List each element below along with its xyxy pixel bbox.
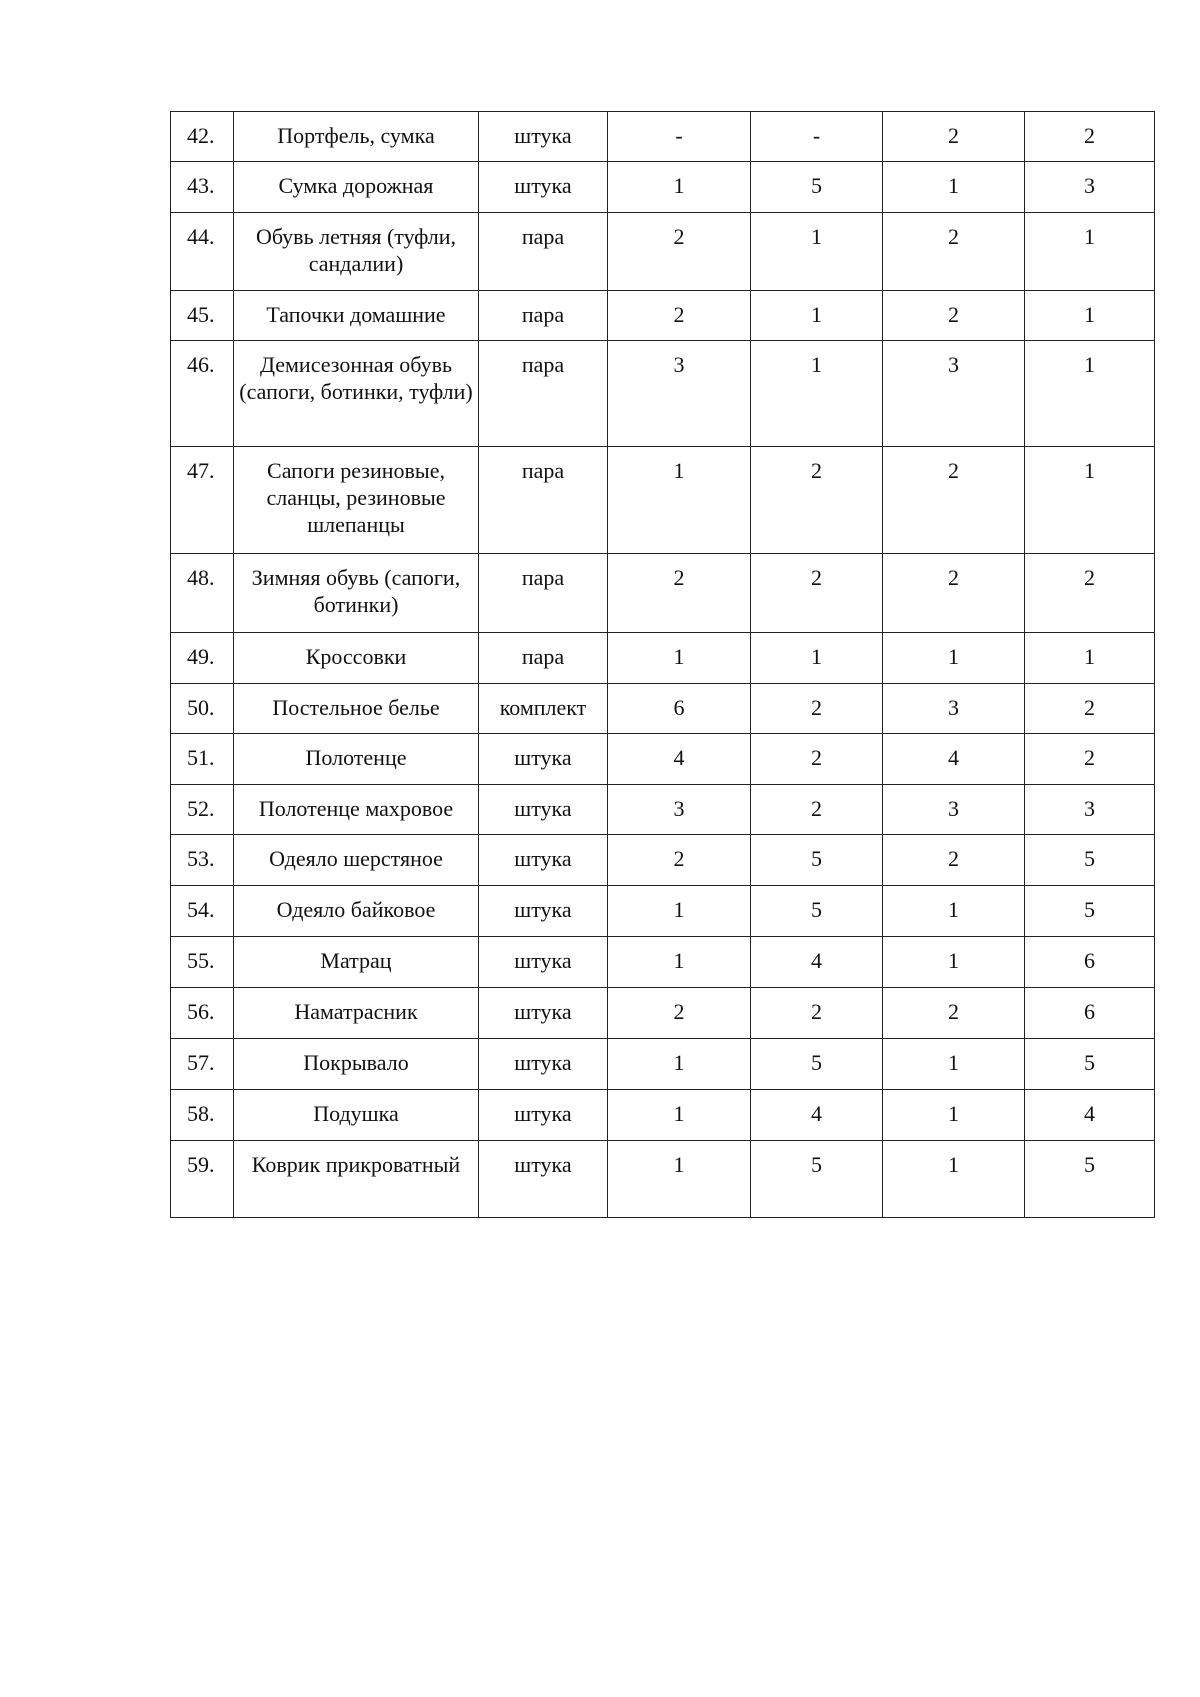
item-name-cell: Сапоги резиновые, сланцы, резиновые шлепанцы xyxy=(234,447,479,554)
unit-cell: штука xyxy=(479,1039,608,1090)
value-cell-1: 1 xyxy=(608,447,751,554)
value-cell-3: 3 xyxy=(883,684,1025,734)
table-row xyxy=(171,554,1155,633)
row-number-cell: 48. xyxy=(171,554,234,633)
value-cell-2: 5 xyxy=(751,886,883,937)
unit-cell: штука xyxy=(479,112,608,162)
value-cell-3: 1 xyxy=(883,886,1025,937)
table-row xyxy=(171,633,1155,684)
table-row xyxy=(171,835,1155,886)
value-cell-2: 1 xyxy=(751,291,883,341)
unit-cell: комплект xyxy=(479,684,608,734)
item-name-cell: Матрац xyxy=(234,937,479,988)
table-row xyxy=(171,1141,1155,1218)
item-name-cell: Тапочки домашние xyxy=(234,291,479,341)
value-cell-2: 2 xyxy=(751,554,883,633)
value-cell-3: 2 xyxy=(883,213,1025,291)
value-cell-4: 1 xyxy=(1025,447,1155,554)
row-number-cell: 58. xyxy=(171,1090,234,1141)
table-row xyxy=(171,447,1155,554)
value-cell-4: 1 xyxy=(1025,213,1155,291)
value-cell-1: 2 xyxy=(608,988,751,1039)
value-cell-1: 3 xyxy=(608,341,751,447)
value-cell-4: 5 xyxy=(1025,1039,1155,1090)
item-name-cell: Коврик прикроватный xyxy=(234,1141,479,1218)
value-cell-3: 4 xyxy=(883,734,1025,785)
table-row xyxy=(171,785,1155,835)
row-number-cell: 56. xyxy=(171,988,234,1039)
row-number-cell: 53. xyxy=(171,835,234,886)
value-cell-2: 1 xyxy=(751,213,883,291)
value-cell-2: - xyxy=(751,112,883,162)
table-row xyxy=(171,291,1155,341)
row-number-cell: 52. xyxy=(171,785,234,835)
table-row xyxy=(171,162,1155,213)
item-name-cell: Покрывало xyxy=(234,1039,479,1090)
item-name-cell: Обувь летняя (туфли, сандалии) xyxy=(234,213,479,291)
value-cell-3: 1 xyxy=(883,633,1025,684)
value-cell-3: 2 xyxy=(883,447,1025,554)
value-cell-2: 4 xyxy=(751,937,883,988)
item-name-cell: Постельное белье xyxy=(234,684,479,734)
value-cell-4: 5 xyxy=(1025,886,1155,937)
table-row xyxy=(171,684,1155,734)
unit-cell: пара xyxy=(479,633,608,684)
unit-cell: штука xyxy=(479,835,608,886)
row-number-cell: 54. xyxy=(171,886,234,937)
value-cell-1: 4 xyxy=(608,734,751,785)
value-cell-2: 5 xyxy=(751,835,883,886)
unit-cell: штука xyxy=(479,734,608,785)
value-cell-1: - xyxy=(608,112,751,162)
value-cell-2: 1 xyxy=(751,633,883,684)
value-cell-1: 3 xyxy=(608,785,751,835)
value-cell-2: 5 xyxy=(751,1141,883,1218)
unit-cell: пара xyxy=(479,341,608,447)
value-cell-4: 2 xyxy=(1025,554,1155,633)
unit-cell: пара xyxy=(479,291,608,341)
table-row xyxy=(171,886,1155,937)
row-number-cell: 44. xyxy=(171,213,234,291)
row-number-cell: 57. xyxy=(171,1039,234,1090)
row-number-cell: 49. xyxy=(171,633,234,684)
table-body xyxy=(171,112,1155,1218)
value-cell-4: 5 xyxy=(1025,1141,1155,1218)
value-cell-2: 2 xyxy=(751,988,883,1039)
value-cell-3: 1 xyxy=(883,1039,1025,1090)
value-cell-4: 2 xyxy=(1025,112,1155,162)
table-row xyxy=(171,734,1155,785)
value-cell-4: 2 xyxy=(1025,684,1155,734)
unit-cell: пара xyxy=(479,447,608,554)
item-name-cell: Подушка xyxy=(234,1090,479,1141)
value-cell-2: 5 xyxy=(751,1039,883,1090)
value-cell-2: 2 xyxy=(751,447,883,554)
value-cell-1: 2 xyxy=(608,554,751,633)
item-name-cell: Полотенце xyxy=(234,734,479,785)
value-cell-1: 1 xyxy=(608,633,751,684)
row-number-cell: 43. xyxy=(171,162,234,213)
item-name-cell: Портфель, сумка xyxy=(234,112,479,162)
table-row xyxy=(171,1090,1155,1141)
value-cell-3: 3 xyxy=(883,785,1025,835)
value-cell-4: 1 xyxy=(1025,341,1155,447)
row-number-cell: 59. xyxy=(171,1141,234,1218)
value-cell-3: 2 xyxy=(883,291,1025,341)
value-cell-1: 1 xyxy=(608,162,751,213)
value-cell-2: 1 xyxy=(751,341,883,447)
value-cell-2: 2 xyxy=(751,785,883,835)
value-cell-4: 1 xyxy=(1025,633,1155,684)
table-row xyxy=(171,937,1155,988)
item-name-cell: Демисезонная обувь (сапоги, ботинки, туфли) xyxy=(234,341,479,447)
row-number-cell: 45. xyxy=(171,291,234,341)
value-cell-3: 3 xyxy=(883,341,1025,447)
table-row xyxy=(171,988,1155,1039)
value-cell-2: 2 xyxy=(751,734,883,785)
value-cell-2: 5 xyxy=(751,162,883,213)
unit-cell: штука xyxy=(479,886,608,937)
unit-cell: штука xyxy=(479,785,608,835)
unit-cell: пара xyxy=(479,554,608,633)
value-cell-4: 2 xyxy=(1025,734,1155,785)
document-page xyxy=(170,111,1154,1218)
item-name-cell: Сумка дорожная xyxy=(234,162,479,213)
item-name-cell: Наматрасник xyxy=(234,988,479,1039)
item-name-cell: Полотенце махровое xyxy=(234,785,479,835)
unit-cell: пара xyxy=(479,213,608,291)
value-cell-1: 1 xyxy=(608,1090,751,1141)
unit-cell: штука xyxy=(479,937,608,988)
value-cell-4: 5 xyxy=(1025,835,1155,886)
value-cell-3: 2 xyxy=(883,988,1025,1039)
unit-cell: штука xyxy=(479,1090,608,1141)
value-cell-3: 1 xyxy=(883,162,1025,213)
value-cell-3: 1 xyxy=(883,1090,1025,1141)
value-cell-1: 1 xyxy=(608,937,751,988)
table-row xyxy=(171,1039,1155,1090)
row-number-cell: 42. xyxy=(171,112,234,162)
value-cell-1: 1 xyxy=(608,1039,751,1090)
value-cell-1: 2 xyxy=(608,213,751,291)
item-name-cell: Одеяло шерстяное xyxy=(234,835,479,886)
table-row xyxy=(171,112,1155,162)
value-cell-3: 2 xyxy=(883,112,1025,162)
value-cell-1: 1 xyxy=(608,886,751,937)
unit-cell: штука xyxy=(479,162,608,213)
value-cell-3: 1 xyxy=(883,937,1025,988)
row-number-cell: 50. xyxy=(171,684,234,734)
row-number-cell: 47. xyxy=(171,447,234,554)
value-cell-4: 4 xyxy=(1025,1090,1155,1141)
table-row xyxy=(171,341,1155,447)
value-cell-4: 1 xyxy=(1025,291,1155,341)
item-name-cell: Кроссовки xyxy=(234,633,479,684)
value-cell-4: 3 xyxy=(1025,785,1155,835)
value-cell-3: 1 xyxy=(883,1141,1025,1218)
norms-table xyxy=(170,111,1155,1218)
value-cell-2: 4 xyxy=(751,1090,883,1141)
value-cell-2: 2 xyxy=(751,684,883,734)
unit-cell: штука xyxy=(479,988,608,1039)
row-number-cell: 55. xyxy=(171,937,234,988)
item-name-cell: Одеяло байковое xyxy=(234,886,479,937)
value-cell-1: 2 xyxy=(608,835,751,886)
value-cell-4: 6 xyxy=(1025,988,1155,1039)
value-cell-3: 2 xyxy=(883,554,1025,633)
row-number-cell: 46. xyxy=(171,341,234,447)
value-cell-4: 3 xyxy=(1025,162,1155,213)
value-cell-1: 6 xyxy=(608,684,751,734)
unit-cell: штука xyxy=(479,1141,608,1218)
table-row xyxy=(171,213,1155,291)
value-cell-3: 2 xyxy=(883,835,1025,886)
item-name-cell: Зимняя обувь (сапоги, ботинки) xyxy=(234,554,479,633)
value-cell-4: 6 xyxy=(1025,937,1155,988)
value-cell-1: 2 xyxy=(608,291,751,341)
row-number-cell: 51. xyxy=(171,734,234,785)
value-cell-1: 1 xyxy=(608,1141,751,1218)
